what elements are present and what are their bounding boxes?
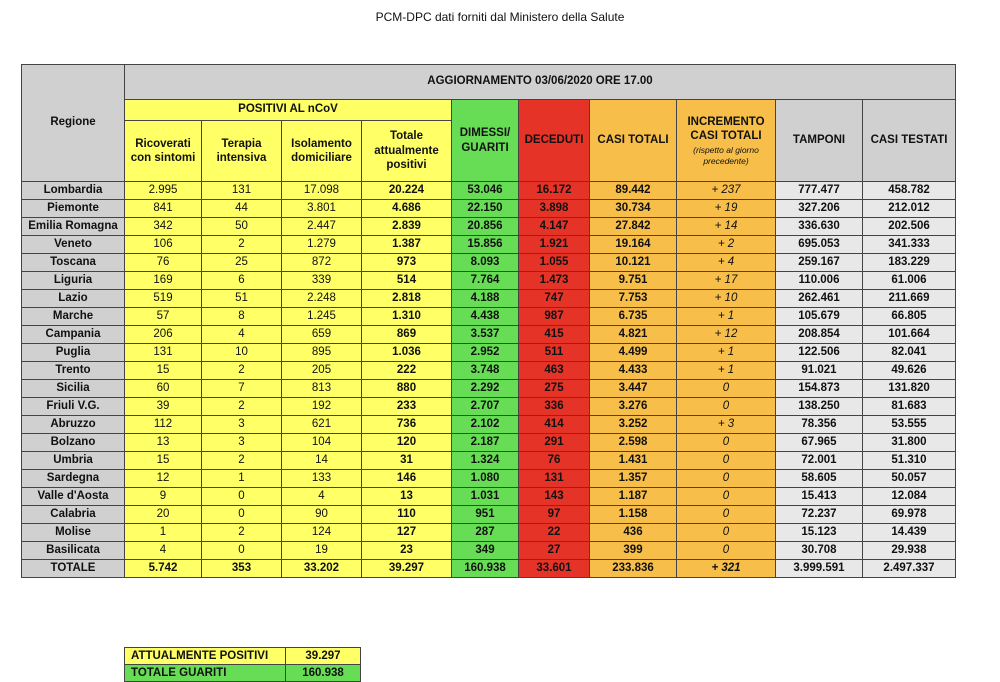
cell-isolamento: 813 <box>282 380 362 398</box>
cell-casi: 1.357 <box>590 470 677 488</box>
cell-ricoverati: 342 <box>125 218 202 236</box>
cell-tamponi: 262.461 <box>776 290 863 308</box>
cell-ricoverati: 5.742 <box>125 560 202 578</box>
cell-ricoverati: 841 <box>125 200 202 218</box>
cell-tamponi: 91.021 <box>776 362 863 380</box>
cell-totale: 110 <box>362 506 452 524</box>
table-row <box>22 182 956 200</box>
cell-testati: 81.683 <box>863 398 956 416</box>
cell-testati: 53.555 <box>863 416 956 434</box>
cell-isolamento: 14 <box>282 452 362 470</box>
cell-tamponi: 72.001 <box>776 452 863 470</box>
cell-terapia: 0 <box>202 488 282 506</box>
cell-terapia: 3 <box>202 434 282 452</box>
cell-deceduti: 16.172 <box>519 182 590 200</box>
cell-testati: 12.084 <box>863 488 956 506</box>
cell-dimessi: 8.093 <box>452 254 519 272</box>
cell-terapia: 25 <box>202 254 282 272</box>
col-header-casi-totali: CASI TOTALI <box>590 100 677 182</box>
cell-ricoverati: 4 <box>125 542 202 560</box>
table-row <box>22 488 956 506</box>
cell-testati: 82.041 <box>863 344 956 362</box>
cell-isolamento: 659 <box>282 326 362 344</box>
cell-terapia: 2 <box>202 236 282 254</box>
cell-dimessi: 22.150 <box>452 200 519 218</box>
table-row <box>22 326 956 344</box>
cell-testati: 61.006 <box>863 272 956 290</box>
cell-isolamento: 1.245 <box>282 308 362 326</box>
col-header-tamponi: TAMPONI <box>776 100 863 182</box>
cell-deceduti: 463 <box>519 362 590 380</box>
cell-terapia: 353 <box>202 560 282 578</box>
table-row <box>22 398 956 416</box>
covid-data-table <box>21 64 956 578</box>
summary-value: 160.938 <box>286 665 361 682</box>
cell-incremento: 0 <box>677 452 776 470</box>
cell-deceduti: 511 <box>519 344 590 362</box>
cell-incremento: + 237 <box>677 182 776 200</box>
cell-testati: 50.057 <box>863 470 956 488</box>
cell-ricoverati: 20 <box>125 506 202 524</box>
cell-isolamento: 17.098 <box>282 182 362 200</box>
cell-testati: 202.506 <box>863 218 956 236</box>
cell-incremento: + 12 <box>677 326 776 344</box>
cell-tamponi: 67.965 <box>776 434 863 452</box>
cell-tamponi: 110.006 <box>776 272 863 290</box>
cell-totale: 973 <box>362 254 452 272</box>
cell-testati: 69.978 <box>863 506 956 524</box>
cell-deceduti: 414 <box>519 416 590 434</box>
cell-tamponi: 122.506 <box>776 344 863 362</box>
cell-testati: 131.820 <box>863 380 956 398</box>
cell-dimessi: 3.748 <box>452 362 519 380</box>
cell-casi: 233.836 <box>590 560 677 578</box>
cell-dimessi: 20.856 <box>452 218 519 236</box>
cell-casi: 399 <box>590 542 677 560</box>
cell-incremento: + 2 <box>677 236 776 254</box>
cell-ricoverati: 169 <box>125 272 202 290</box>
summary-label: TOTALE GUARITI <box>125 665 286 682</box>
table-row <box>22 308 956 326</box>
cell-testati: 211.669 <box>863 290 956 308</box>
cell-dimessi: 2.102 <box>452 416 519 434</box>
cell-isolamento: 104 <box>282 434 362 452</box>
cell-tamponi: 78.356 <box>776 416 863 434</box>
cell-ricoverati: 12 <box>125 470 202 488</box>
cell-totale: 233 <box>362 398 452 416</box>
table-row <box>22 524 956 542</box>
cell-tamponi: 208.854 <box>776 326 863 344</box>
cell-incremento: 0 <box>677 398 776 416</box>
summary-row <box>125 665 361 682</box>
col-header-casi-testati: CASI TESTATI <box>863 100 956 182</box>
cell-dimessi: 4.188 <box>452 290 519 308</box>
cell-regione: Umbria <box>22 452 125 470</box>
col-header-totale-positivi: Totale attualmente positivi <box>362 121 452 182</box>
cell-terapia: 2 <box>202 362 282 380</box>
cell-dimessi: 2.292 <box>452 380 519 398</box>
cell-casi: 4.433 <box>590 362 677 380</box>
cell-casi: 436 <box>590 524 677 542</box>
cell-casi: 1.187 <box>590 488 677 506</box>
cell-regione: Piemonte <box>22 200 125 218</box>
cell-regione: Puglia <box>22 344 125 362</box>
cell-terapia: 50 <box>202 218 282 236</box>
cell-terapia: 6 <box>202 272 282 290</box>
cell-regione: Liguria <box>22 272 125 290</box>
cell-totale: 127 <box>362 524 452 542</box>
cell-dimessi: 2.707 <box>452 398 519 416</box>
cell-regione: Bolzano <box>22 434 125 452</box>
cell-totale: 23 <box>362 542 452 560</box>
cell-deceduti: 747 <box>519 290 590 308</box>
table-row <box>22 200 956 218</box>
table-row <box>22 416 956 434</box>
cell-testati: 2.497.337 <box>863 560 956 578</box>
cell-ricoverati: 2.995 <box>125 182 202 200</box>
cell-incremento: 0 <box>677 434 776 452</box>
cell-totale: 222 <box>362 362 452 380</box>
cell-isolamento: 1.279 <box>282 236 362 254</box>
cell-dimessi: 2.952 <box>452 344 519 362</box>
cell-isolamento: 339 <box>282 272 362 290</box>
cell-tamponi: 105.679 <box>776 308 863 326</box>
cell-deceduti: 1.921 <box>519 236 590 254</box>
table-row <box>22 506 956 524</box>
cell-regione: Sicilia <box>22 380 125 398</box>
cell-dimessi: 15.856 <box>452 236 519 254</box>
cell-terapia: 2 <box>202 524 282 542</box>
cell-testati: 31.800 <box>863 434 956 452</box>
col-header-regione: Regione <box>22 65 125 182</box>
cell-totale: 1.387 <box>362 236 452 254</box>
cell-casi: 27.842 <box>590 218 677 236</box>
incremento-note: (rispetto al giorno precedente) <box>693 145 759 166</box>
col-header-incremento <box>677 100 776 182</box>
cell-deceduti: 4.147 <box>519 218 590 236</box>
cell-tamponi: 695.053 <box>776 236 863 254</box>
cell-tamponi: 138.250 <box>776 398 863 416</box>
cell-tamponi: 336.630 <box>776 218 863 236</box>
table-row <box>22 470 956 488</box>
cell-isolamento: 895 <box>282 344 362 362</box>
cell-testati: 14.439 <box>863 524 956 542</box>
header-text: PCM-DPC dati forniti dal Ministero della Salute <box>375 10 625 24</box>
cell-terapia: 3 <box>202 416 282 434</box>
cell-casi: 2.598 <box>590 434 677 452</box>
cell-ricoverati: 60 <box>125 380 202 398</box>
cell-testati: 341.333 <box>863 236 956 254</box>
cell-incremento: 0 <box>677 524 776 542</box>
cell-terapia: 131 <box>202 182 282 200</box>
cell-casi: 4.499 <box>590 344 677 362</box>
cell-incremento: + 1 <box>677 344 776 362</box>
cell-incremento: 0 <box>677 542 776 560</box>
cell-testati: 458.782 <box>863 182 956 200</box>
cell-casi: 1.431 <box>590 452 677 470</box>
table-row <box>22 344 956 362</box>
cell-regione: Marche <box>22 308 125 326</box>
cell-casi: 4.821 <box>590 326 677 344</box>
col-header-isolamento: Isolamento domiciliare <box>282 121 362 182</box>
cell-incremento: + 1 <box>677 362 776 380</box>
cell-regione: TOTALE <box>22 560 125 578</box>
cell-ricoverati: 131 <box>125 344 202 362</box>
cell-tamponi: 777.477 <box>776 182 863 200</box>
cell-casi: 3.447 <box>590 380 677 398</box>
cell-deceduti: 143 <box>519 488 590 506</box>
cell-terapia: 10 <box>202 344 282 362</box>
cell-dimessi: 4.438 <box>452 308 519 326</box>
cell-testati: 66.805 <box>863 308 956 326</box>
cell-incremento: 0 <box>677 380 776 398</box>
cell-isolamento: 621 <box>282 416 362 434</box>
cell-totale: 2.818 <box>362 290 452 308</box>
cell-isolamento: 2.447 <box>282 218 362 236</box>
cell-dimessi: 160.938 <box>452 560 519 578</box>
cell-terapia: 0 <box>202 542 282 560</box>
cell-deceduti: 97 <box>519 506 590 524</box>
cell-regione: Sardegna <box>22 470 125 488</box>
cell-deceduti: 33.601 <box>519 560 590 578</box>
cell-tamponi: 3.999.591 <box>776 560 863 578</box>
cell-incremento: 0 <box>677 506 776 524</box>
update-title: AGGIORNAMENTO 03/06/2020 ORE 17.00 <box>125 65 956 100</box>
summary-value: 39.297 <box>286 648 361 665</box>
cell-testati: 29.938 <box>863 542 956 560</box>
cell-ricoverati: 112 <box>125 416 202 434</box>
cell-ricoverati: 206 <box>125 326 202 344</box>
cell-dimessi: 2.187 <box>452 434 519 452</box>
cell-casi: 10.121 <box>590 254 677 272</box>
cell-casi: 89.442 <box>590 182 677 200</box>
cell-ricoverati: 13 <box>125 434 202 452</box>
cell-dimessi: 349 <box>452 542 519 560</box>
cell-regione: Trento <box>22 362 125 380</box>
cell-deceduti: 275 <box>519 380 590 398</box>
table-row <box>22 542 956 560</box>
cell-totale: 736 <box>362 416 452 434</box>
cell-incremento: + 10 <box>677 290 776 308</box>
cell-tamponi: 30.708 <box>776 542 863 560</box>
cell-tamponi: 15.123 <box>776 524 863 542</box>
col-header-ricoverati: Ricoverati con sintomi <box>125 121 202 182</box>
cell-isolamento: 4 <box>282 488 362 506</box>
cell-regione: Friuli V.G. <box>22 398 125 416</box>
cell-totale: 1.310 <box>362 308 452 326</box>
cell-totale: 120 <box>362 434 452 452</box>
cell-terapia: 8 <box>202 308 282 326</box>
cell-deceduti: 76 <box>519 452 590 470</box>
table-body <box>22 182 956 578</box>
table-row <box>22 452 956 470</box>
cell-ricoverati: 76 <box>125 254 202 272</box>
cell-testati: 212.012 <box>863 200 956 218</box>
cell-dimessi: 287 <box>452 524 519 542</box>
cell-terapia: 7 <box>202 380 282 398</box>
cell-tamponi: 154.873 <box>776 380 863 398</box>
cell-regione: Abruzzo <box>22 416 125 434</box>
cell-isolamento: 19 <box>282 542 362 560</box>
cell-ricoverati: 106 <box>125 236 202 254</box>
cell-isolamento: 33.202 <box>282 560 362 578</box>
cell-totale: 13 <box>362 488 452 506</box>
cell-regione: Calabria <box>22 506 125 524</box>
table-row <box>22 362 956 380</box>
cell-ricoverati: 1 <box>125 524 202 542</box>
incremento-label: INCREMENTO CASI TOTALI <box>687 115 765 142</box>
cell-ricoverati: 15 <box>125 362 202 380</box>
cell-incremento: + 14 <box>677 218 776 236</box>
cell-tamponi: 15.413 <box>776 488 863 506</box>
cell-casi: 19.164 <box>590 236 677 254</box>
cell-isolamento: 133 <box>282 470 362 488</box>
cell-ricoverati: 15 <box>125 452 202 470</box>
cell-ricoverati: 57 <box>125 308 202 326</box>
cell-incremento: + 17 <box>677 272 776 290</box>
cell-regione: Basilicata <box>22 542 125 560</box>
cell-incremento: + 321 <box>677 560 776 578</box>
cell-casi: 9.751 <box>590 272 677 290</box>
summary-row <box>125 648 361 665</box>
cell-regione: Lombardia <box>22 182 125 200</box>
cell-casi: 3.252 <box>590 416 677 434</box>
cell-terapia: 0 <box>202 506 282 524</box>
cell-regione: Molise <box>22 524 125 542</box>
col-header-dimessi: DIMESSI/ GUARITI <box>452 100 519 182</box>
cell-isolamento: 2.248 <box>282 290 362 308</box>
cell-deceduti: 415 <box>519 326 590 344</box>
cell-dimessi: 1.080 <box>452 470 519 488</box>
cell-incremento: + 1 <box>677 308 776 326</box>
cell-testati: 101.664 <box>863 326 956 344</box>
cell-totale: 869 <box>362 326 452 344</box>
col-group-positivi: POSITIVI AL nCoV <box>125 100 452 121</box>
cell-dimessi: 1.324 <box>452 452 519 470</box>
totals-row <box>22 560 956 578</box>
cell-deceduti: 22 <box>519 524 590 542</box>
cell-casi: 3.276 <box>590 398 677 416</box>
cell-dimessi: 3.537 <box>452 326 519 344</box>
cell-isolamento: 205 <box>282 362 362 380</box>
cell-testati: 51.310 <box>863 452 956 470</box>
cell-regione: Emilia Romagna <box>22 218 125 236</box>
cell-tamponi: 58.605 <box>776 470 863 488</box>
cell-isolamento: 872 <box>282 254 362 272</box>
cell-casi: 1.158 <box>590 506 677 524</box>
cell-ricoverati: 9 <box>125 488 202 506</box>
col-header-terapia: Terapia intensiva <box>202 121 282 182</box>
summary-label: ATTUALMENTE POSITIVI <box>125 648 286 665</box>
cell-totale: 20.224 <box>362 182 452 200</box>
cell-testati: 49.626 <box>863 362 956 380</box>
cell-terapia: 1 <box>202 470 282 488</box>
cell-totale: 880 <box>362 380 452 398</box>
cell-regione: Toscana <box>22 254 125 272</box>
cell-terapia: 44 <box>202 200 282 218</box>
cell-deceduti: 1.473 <box>519 272 590 290</box>
cell-isolamento: 192 <box>282 398 362 416</box>
cell-deceduti: 131 <box>519 470 590 488</box>
cell-totale: 1.036 <box>362 344 452 362</box>
cell-incremento: 0 <box>677 470 776 488</box>
cell-terapia: 2 <box>202 452 282 470</box>
cell-totale: 146 <box>362 470 452 488</box>
cell-testati: 183.229 <box>863 254 956 272</box>
cell-dimessi: 7.764 <box>452 272 519 290</box>
cell-totale: 4.686 <box>362 200 452 218</box>
cell-isolamento: 90 <box>282 506 362 524</box>
cell-dimessi: 951 <box>452 506 519 524</box>
table-row <box>22 290 956 308</box>
cell-totale: 2.839 <box>362 218 452 236</box>
cell-dimessi: 1.031 <box>452 488 519 506</box>
cell-incremento: + 4 <box>677 254 776 272</box>
table-row <box>22 380 956 398</box>
cell-deceduti: 291 <box>519 434 590 452</box>
cell-casi: 6.735 <box>590 308 677 326</box>
table-row <box>22 272 956 290</box>
cell-incremento: + 19 <box>677 200 776 218</box>
cell-totale: 31 <box>362 452 452 470</box>
cell-tamponi: 259.167 <box>776 254 863 272</box>
cell-terapia: 51 <box>202 290 282 308</box>
cell-ricoverati: 519 <box>125 290 202 308</box>
cell-terapia: 2 <box>202 398 282 416</box>
cell-deceduti: 27 <box>519 542 590 560</box>
cell-deceduti: 987 <box>519 308 590 326</box>
table-row <box>22 434 956 452</box>
cell-casi: 30.734 <box>590 200 677 218</box>
cell-regione: Veneto <box>22 236 125 254</box>
table-row <box>22 218 956 236</box>
col-header-deceduti: DECEDUTI <box>519 100 590 182</box>
cell-isolamento: 124 <box>282 524 362 542</box>
cell-incremento: 0 <box>677 488 776 506</box>
cell-ricoverati: 39 <box>125 398 202 416</box>
table-row <box>22 236 956 254</box>
cell-incremento: + 3 <box>677 416 776 434</box>
cell-casi: 7.753 <box>590 290 677 308</box>
cell-deceduti: 336 <box>519 398 590 416</box>
cell-totale: 39.297 <box>362 560 452 578</box>
cell-isolamento: 3.801 <box>282 200 362 218</box>
cell-dimessi: 53.046 <box>452 182 519 200</box>
cell-tamponi: 72.237 <box>776 506 863 524</box>
cell-regione: Lazio <box>22 290 125 308</box>
cell-regione: Campania <box>22 326 125 344</box>
cell-totale: 514 <box>362 272 452 290</box>
cell-tamponi: 327.206 <box>776 200 863 218</box>
table-row <box>22 254 956 272</box>
summary-table <box>124 647 361 682</box>
cell-deceduti: 3.898 <box>519 200 590 218</box>
cell-regione: Valle d'Aosta <box>22 488 125 506</box>
cell-terapia: 4 <box>202 326 282 344</box>
cell-deceduti: 1.055 <box>519 254 590 272</box>
